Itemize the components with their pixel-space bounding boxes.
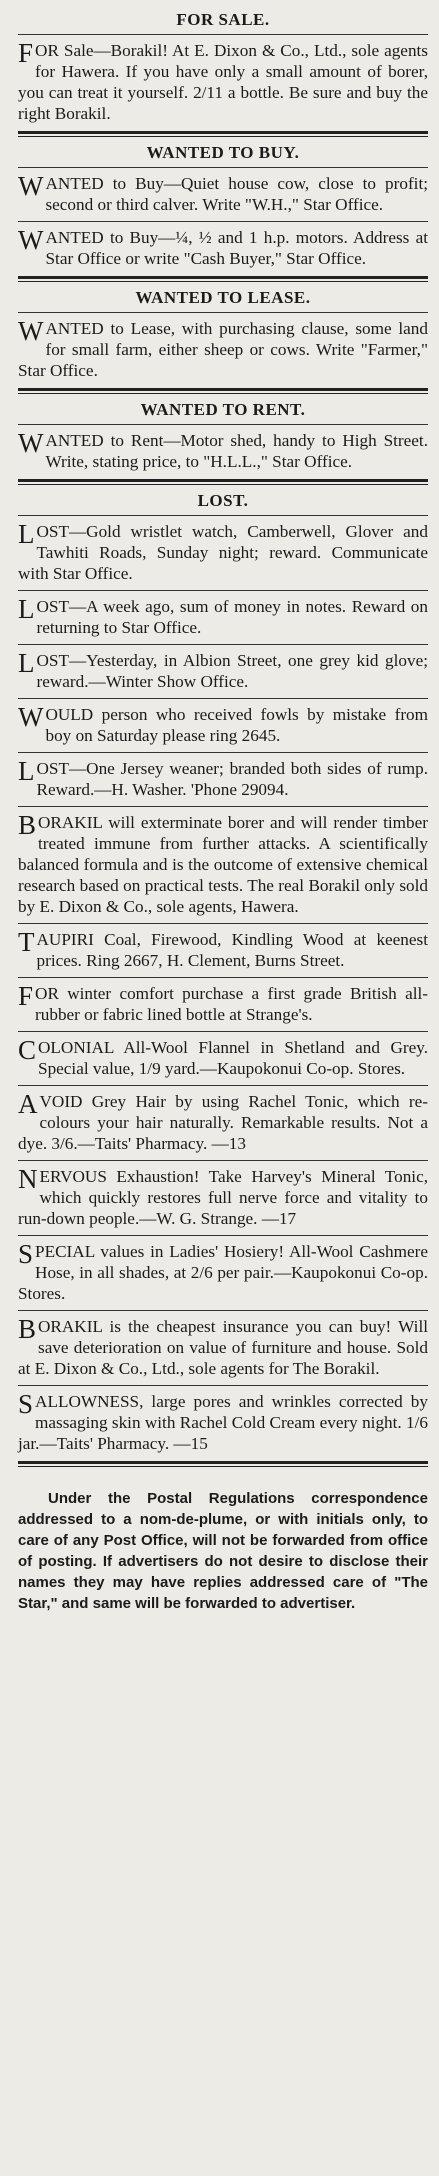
ad-text: ANTED to Buy—Quiet house cow, close to profit; second or third calver. Write "W.H.," Star Office. (45, 174, 428, 214)
divider (18, 1235, 428, 1236)
divider (18, 479, 428, 485)
ad-text: OST—A week ago, sum of money in notes. Reward on returning to Star Office. (36, 597, 428, 637)
ad-wanted-motors (18, 225, 428, 272)
ad-text: OULD person who received fowls by mistake from boy on Saturday please ring 2645. (45, 705, 428, 745)
divider (18, 276, 428, 282)
ad-text: OST—One Jersey weaner; branded both sides of rump. Reward.—H. Washer. 'Phone 29094. (36, 759, 428, 799)
drop-cap: L (18, 519, 35, 549)
drop-cap: W (18, 428, 44, 458)
ad-fowls (18, 702, 428, 749)
divider (18, 1310, 428, 1311)
divider (18, 515, 428, 516)
divider (18, 698, 428, 699)
drop-cap: N (18, 1164, 38, 1194)
drop-cap: F (18, 981, 34, 1011)
section-heading-wanted-to-buy: WANTED TO BUY. (146, 143, 300, 162)
divider (18, 221, 428, 222)
ad-text: AUPIRI Coal, Firewood, Kindling Wood at keenest prices. Ring 2667, H. Clement, Burns Street. (36, 930, 428, 970)
drop-cap: W (18, 316, 44, 346)
classifieds-column (18, 0, 428, 1614)
section-heading-wanted-to-lease: WANTED TO LEASE. (135, 288, 311, 307)
ad-taupiri-coal (18, 927, 428, 974)
divider (18, 923, 428, 924)
drop-cap: C (18, 1035, 37, 1065)
ad-text: ALLOWNESS, large pores and wrinkles corrected by massaging skin with Rachel Cold Cream every night. 1/6 jar.—Taits' Pharmacy. —15 (18, 1392, 428, 1453)
section-heading-for-sale: FOR SALE. (176, 10, 270, 29)
drop-cap: W (18, 171, 44, 201)
ad-winter-bottle (18, 981, 428, 1028)
divider (18, 312, 428, 313)
drop-cap: T (18, 927, 35, 957)
divider (18, 167, 428, 168)
divider (18, 644, 428, 645)
ad-lost-money (18, 594, 428, 641)
drop-cap: F (18, 38, 34, 68)
ad-wanted-lease (18, 316, 428, 384)
ad-text: OLONIAL All-Wool Flannel in Shetland and Grey. Special value, 1/9 yard.—Kaupokonui Co-op. Stores. (38, 1038, 428, 1078)
divider (18, 388, 428, 394)
drop-cap: L (18, 648, 35, 678)
divider (18, 1031, 428, 1032)
ad-text: ANTED to Buy—¼, ½ and 1 h.p. motors. Address at Star Office or write "Cash Buyer," Star Office. (45, 228, 428, 268)
ad-wanted-cow (18, 171, 428, 218)
ad-grey-hair (18, 1089, 428, 1157)
divider (18, 1160, 428, 1161)
ad-nervous-tonic (18, 1164, 428, 1232)
ad-text: ERVOUS Exhaustion! Take Harvey's Mineral Tonic, which quickly restores full nerve force and vitality to run-down people.—W. G. Strange. —17 (18, 1167, 428, 1228)
ad-text: ANTED to Lease, with purchasing clause, some land for small farm, either sheep or cows. Write "Farmer," Star Office. (18, 319, 428, 380)
ad-text: OR Sale—Borakil! At E. Dixon & Co., Ltd., sole agents for Hawera. If you have only a small amount of borer, you can treat it yourself. 2/11 a bottle. Be sure and buy the right Borakil. (18, 41, 428, 123)
ad-flannel (18, 1035, 428, 1082)
divider (18, 1461, 428, 1467)
ad-borakil-insurance (18, 1314, 428, 1382)
section-heading-wanted-to-rent: WANTED TO RENT. (140, 400, 306, 419)
section-heading-lost: LOST. (197, 491, 249, 510)
divider (18, 590, 428, 591)
ad-text: OST—Gold wristlet watch, Camberwell, Glover and Tawhiti Roads, Sunday night; reward. Communicate with Star Office. (18, 522, 428, 583)
ad-borakil-borer (18, 810, 428, 920)
drop-cap: S (18, 1389, 34, 1419)
divider (18, 131, 428, 137)
postal-regulations-notice: Under the Postal Regulations correspondence addressed to a nom-de-plume, or with initials only, to care of any Post Office, will not be forwarded from office of posting. If advertisers do not desire to disclose their names they may have replies addressed care of "The Star," and same will be forwarded to advertiser. (18, 1490, 428, 1612)
drop-cap: L (18, 594, 35, 624)
ad-lost-watch (18, 519, 428, 587)
ad-text: OR winter comfort purchase a first grade British all-rubber or fabric lined bottle at Strange's. (35, 984, 428, 1024)
drop-cap: S (18, 1239, 34, 1269)
divider (18, 34, 428, 35)
drop-cap: B (18, 1314, 37, 1344)
divider (18, 752, 428, 753)
drop-cap: L (18, 756, 35, 786)
drop-cap: W (18, 225, 44, 255)
ad-for-sale-borakil (18, 38, 428, 127)
ad-text: OST—Yesterday, in Albion Street, one grey kid glove; reward.—Winter Show Office. (36, 651, 428, 691)
divider (18, 1085, 428, 1086)
divider (18, 424, 428, 425)
ad-text: ORAKIL is the cheapest insurance you can buy! Will save deterioration on value of furniture and house. Sold at E. Dixon & Co., Ltd., sole agents for The Borakil. (18, 1317, 428, 1378)
ad-text: ANTED to Rent—Motor shed, handy to High Street. Write, stating price, to "H.L.L.," Star Office. (45, 431, 428, 471)
drop-cap: B (18, 810, 37, 840)
divider (18, 977, 428, 978)
ad-hosiery (18, 1239, 428, 1307)
ad-cold-cream (18, 1389, 428, 1457)
ad-lost-weaner (18, 756, 428, 803)
drop-cap: W (18, 702, 44, 732)
ad-wanted-rent (18, 428, 428, 475)
ad-text: PECIAL values in Ladies' Hosiery! All-Wool Cashmere Hose, in all shades, at 2/6 per pair.—Kaupokonui Co-op. Stores. (18, 1242, 428, 1303)
drop-cap: A (18, 1089, 38, 1119)
divider (18, 806, 428, 807)
ad-text: VOID Grey Hair by using Rachel Tonic, which re-colours your hair naturally. Remarkable results. Not a dye. 3/6.—Taits' Pharmacy. —13 (18, 1092, 428, 1153)
ad-lost-glove (18, 648, 428, 695)
ad-text: ORAKIL will exterminate borer and will render timber treated immune from further attacks. A scientifically balanced formula and is the outcome of extensive chemical research based on practical tests. The real Borakil only sold by E. Dixon & Co., sole agents, Hawera. (18, 813, 428, 916)
divider (18, 1385, 428, 1386)
